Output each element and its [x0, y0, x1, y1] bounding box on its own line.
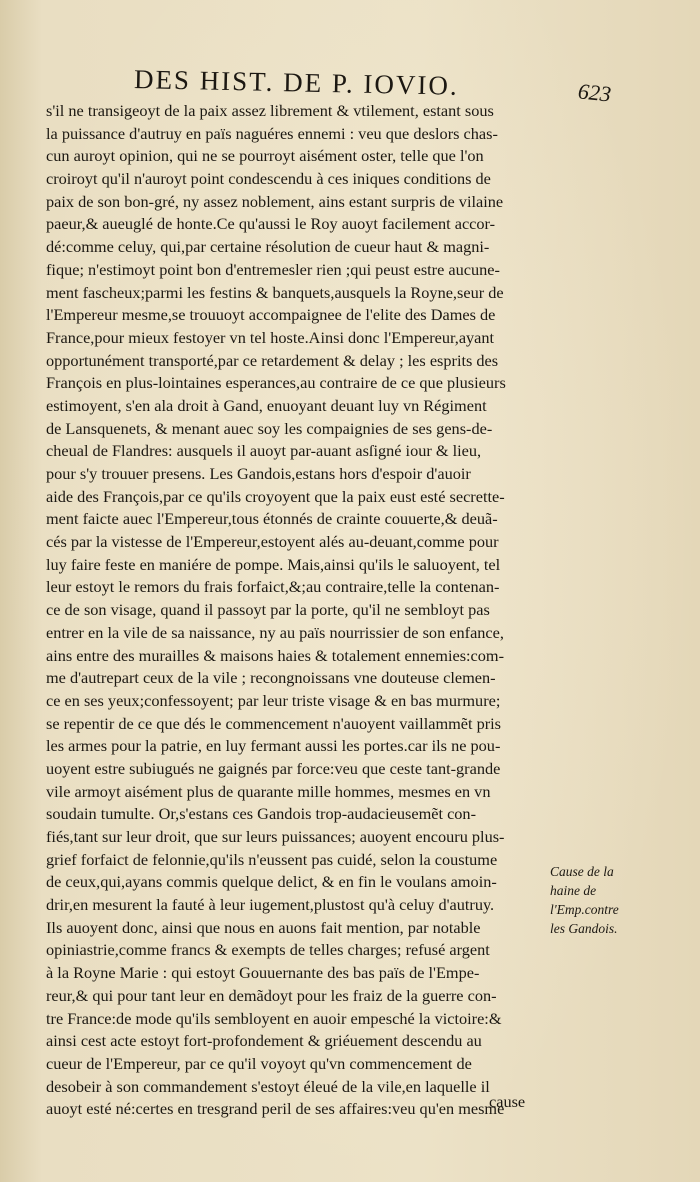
text-line: me d'autrepart ceux de la vile ; recongnoissans vne douteuse clemen- — [46, 668, 496, 688]
text-line: à la Royne Marie : qui estoyt Gouuernante des bas païs de l'Empe- — [46, 963, 480, 983]
text-line: uoyent estre subiugués ne gaignés par force:veu que ceste tant-grande — [46, 758, 501, 778]
text-line: François en plus-lointaines esperances,au contraire de ce que plusieurs — [46, 373, 506, 393]
text-line: de Lansquenets, & menant auec soy les compaignies de ses gens-de- — [46, 418, 493, 438]
text-line: dé:comme celuy, qui,par certaine résolution de cueur haut & magni- — [46, 237, 490, 257]
text-line: ains entre des murailles & maisons haies & totalement ennemies:com- — [46, 645, 505, 665]
margin-note-line: l'Emp.contre — [550, 902, 619, 917]
text-line: fiés,tant sur leur droit, que sur leurs puissances; auoyent encouru plus- — [46, 827, 505, 846]
text-line: France,pour mieux festoyer vn tel hoste.Ainsi donc l'Empereur,ayant — [46, 327, 495, 347]
margin-note-line: les Gandois. — [550, 921, 618, 936]
text-line: cés par la vistesse de l'Empereur,estoyent alés au-deuant,comme pour — [46, 532, 499, 552]
body-text — [46, 100, 546, 1121]
margin-note — [550, 862, 670, 938]
text-line: luy faire feste en maniére de pompe. Mais,ainsi qu'ils le saluoyent, tel — [46, 554, 501, 574]
text-line: reur,& qui pour tant leur en demãdoyt pour les fraiz de la guerre con- — [46, 985, 497, 1005]
text-line: vile armoyt aisément plus de quarante mille hommes, mesmes en vn — [46, 781, 491, 801]
text-line: ce en ses yeux;confessoyent; par leur triste visage & en bas murmure; — [46, 690, 501, 710]
text-line: tre France:de mode qu'ils sembloyent en auoir empesché la victoire:& — [46, 1008, 502, 1028]
text-line: paix de son bon-gré, ny assez noblement, ains estant surpris de vilaine — [46, 191, 504, 211]
text-line: paeur,& aueuglé de honte.Ce qu'aussi le Roy auoyt facilement accor- — [46, 214, 496, 234]
text-line: auoyt esté né:certes en tresgrand peril de ses affaires:veu qu'en mesme — [46, 1099, 505, 1119]
text-line: soudain tumulte. Or,s'estans ces Gandois trop-audacieusemẽt con- — [46, 804, 476, 824]
text-line: desobeir à son commandement s'estoyt éleué de la vile,en laquelle il — [46, 1076, 490, 1096]
text-line: de ceux,qui,ayans commis quelque delict, & en fin le voulans amoin- — [46, 872, 497, 892]
text-line: croiroyt qu'il n'auroyt point condescendu à ces iniques conditions de — [46, 169, 491, 189]
margin-note-line: haine de — [550, 883, 597, 898]
text-line: pour s'y trouuer presens. Les Gandois,estans hors d'espoir d'auoir — [46, 464, 471, 483]
text-line: drir,en mesurent la fauté à leur iugement,plustost qu'à celuy d'autruy. — [46, 895, 495, 915]
text-line: s'il ne transigeoyt de la paix assez librement & vtilement, estant sous — [46, 101, 494, 120]
text-line: ainsi cest acte estoyt fort-profondement & griéuement descendu au — [46, 1031, 482, 1051]
text-line: ment fascheux;parmi les festins & banquets,ausquels la Royne,seur de — [46, 282, 504, 302]
text-line: Ils auoyent donc, ainsi que nous en auons fait mention, par notable — [46, 917, 481, 937]
text-line: aide des François,par ce qu'ils croyoyent que la paix eust esté secrette- — [46, 486, 505, 506]
text-line: fique; n'estimoyt point bon d'entremesler rien ;qui peust estre aucune- — [46, 259, 500, 279]
text-line: se repentir de ce que dés le commencement n'auoyent vaillammẽt pris — [46, 713, 502, 733]
catchword: cause — [489, 1092, 526, 1111]
text-line: estimoyent, s'en ala droit à Gand, enuoyant deuant luy vn Régiment — [46, 395, 487, 415]
text-line: grief forfaict de felonnie,qu'ils n'eussent pas cuidé, selon la coustume — [46, 849, 498, 869]
running-head: DES HIST. DE P. IOVIO. — [133, 64, 460, 101]
text-line: cun auroyt opinion, qui ne se pourroyt aisément oster, telle que l'on — [46, 146, 484, 166]
margin-note-line: Cause de la — [550, 864, 614, 879]
text-line: la puissance d'autruy en païs naguéres ennemi : veu que deslors chas- — [46, 123, 498, 143]
page-number: 623 — [576, 78, 613, 107]
text-line: les armes pour la patrie, en luy fermant aussi les portes.car ils ne pou- — [46, 736, 501, 756]
text-line: opiniastrie,comme francs & exempts de telles charges; refusé argent — [46, 940, 490, 960]
text-line: opportunément transporté,par ce retardement & delay ; les esprits des — [46, 350, 499, 370]
text-line: entrer en la vile de sa naissance, ny au païs nourrissier de son enfance, — [46, 622, 504, 642]
text-line: cheual de Flandres: ausquels il auoyt par-auant asſigné iour & lieu, — [46, 441, 482, 461]
text-line: leur estoyt le remors du frais forfaict,&;au contraire,telle la contenan- — [46, 577, 500, 597]
text-line: ment faicte auec l'Empereur,tous étonnés de crainte couuerte,& deuã- — [46, 509, 498, 529]
text-line: l'Empereur mesme,se trouuoyt accompaignee de l'elite des Dames de — [46, 305, 496, 325]
text-line: cueur de l'Empereur, par ce qu'il voyoyt qu'vn commencement de — [46, 1053, 472, 1073]
text-line: ce de son visage, quand il passoyt par la porte, qu'il ne sembloyt pas — [46, 600, 490, 620]
